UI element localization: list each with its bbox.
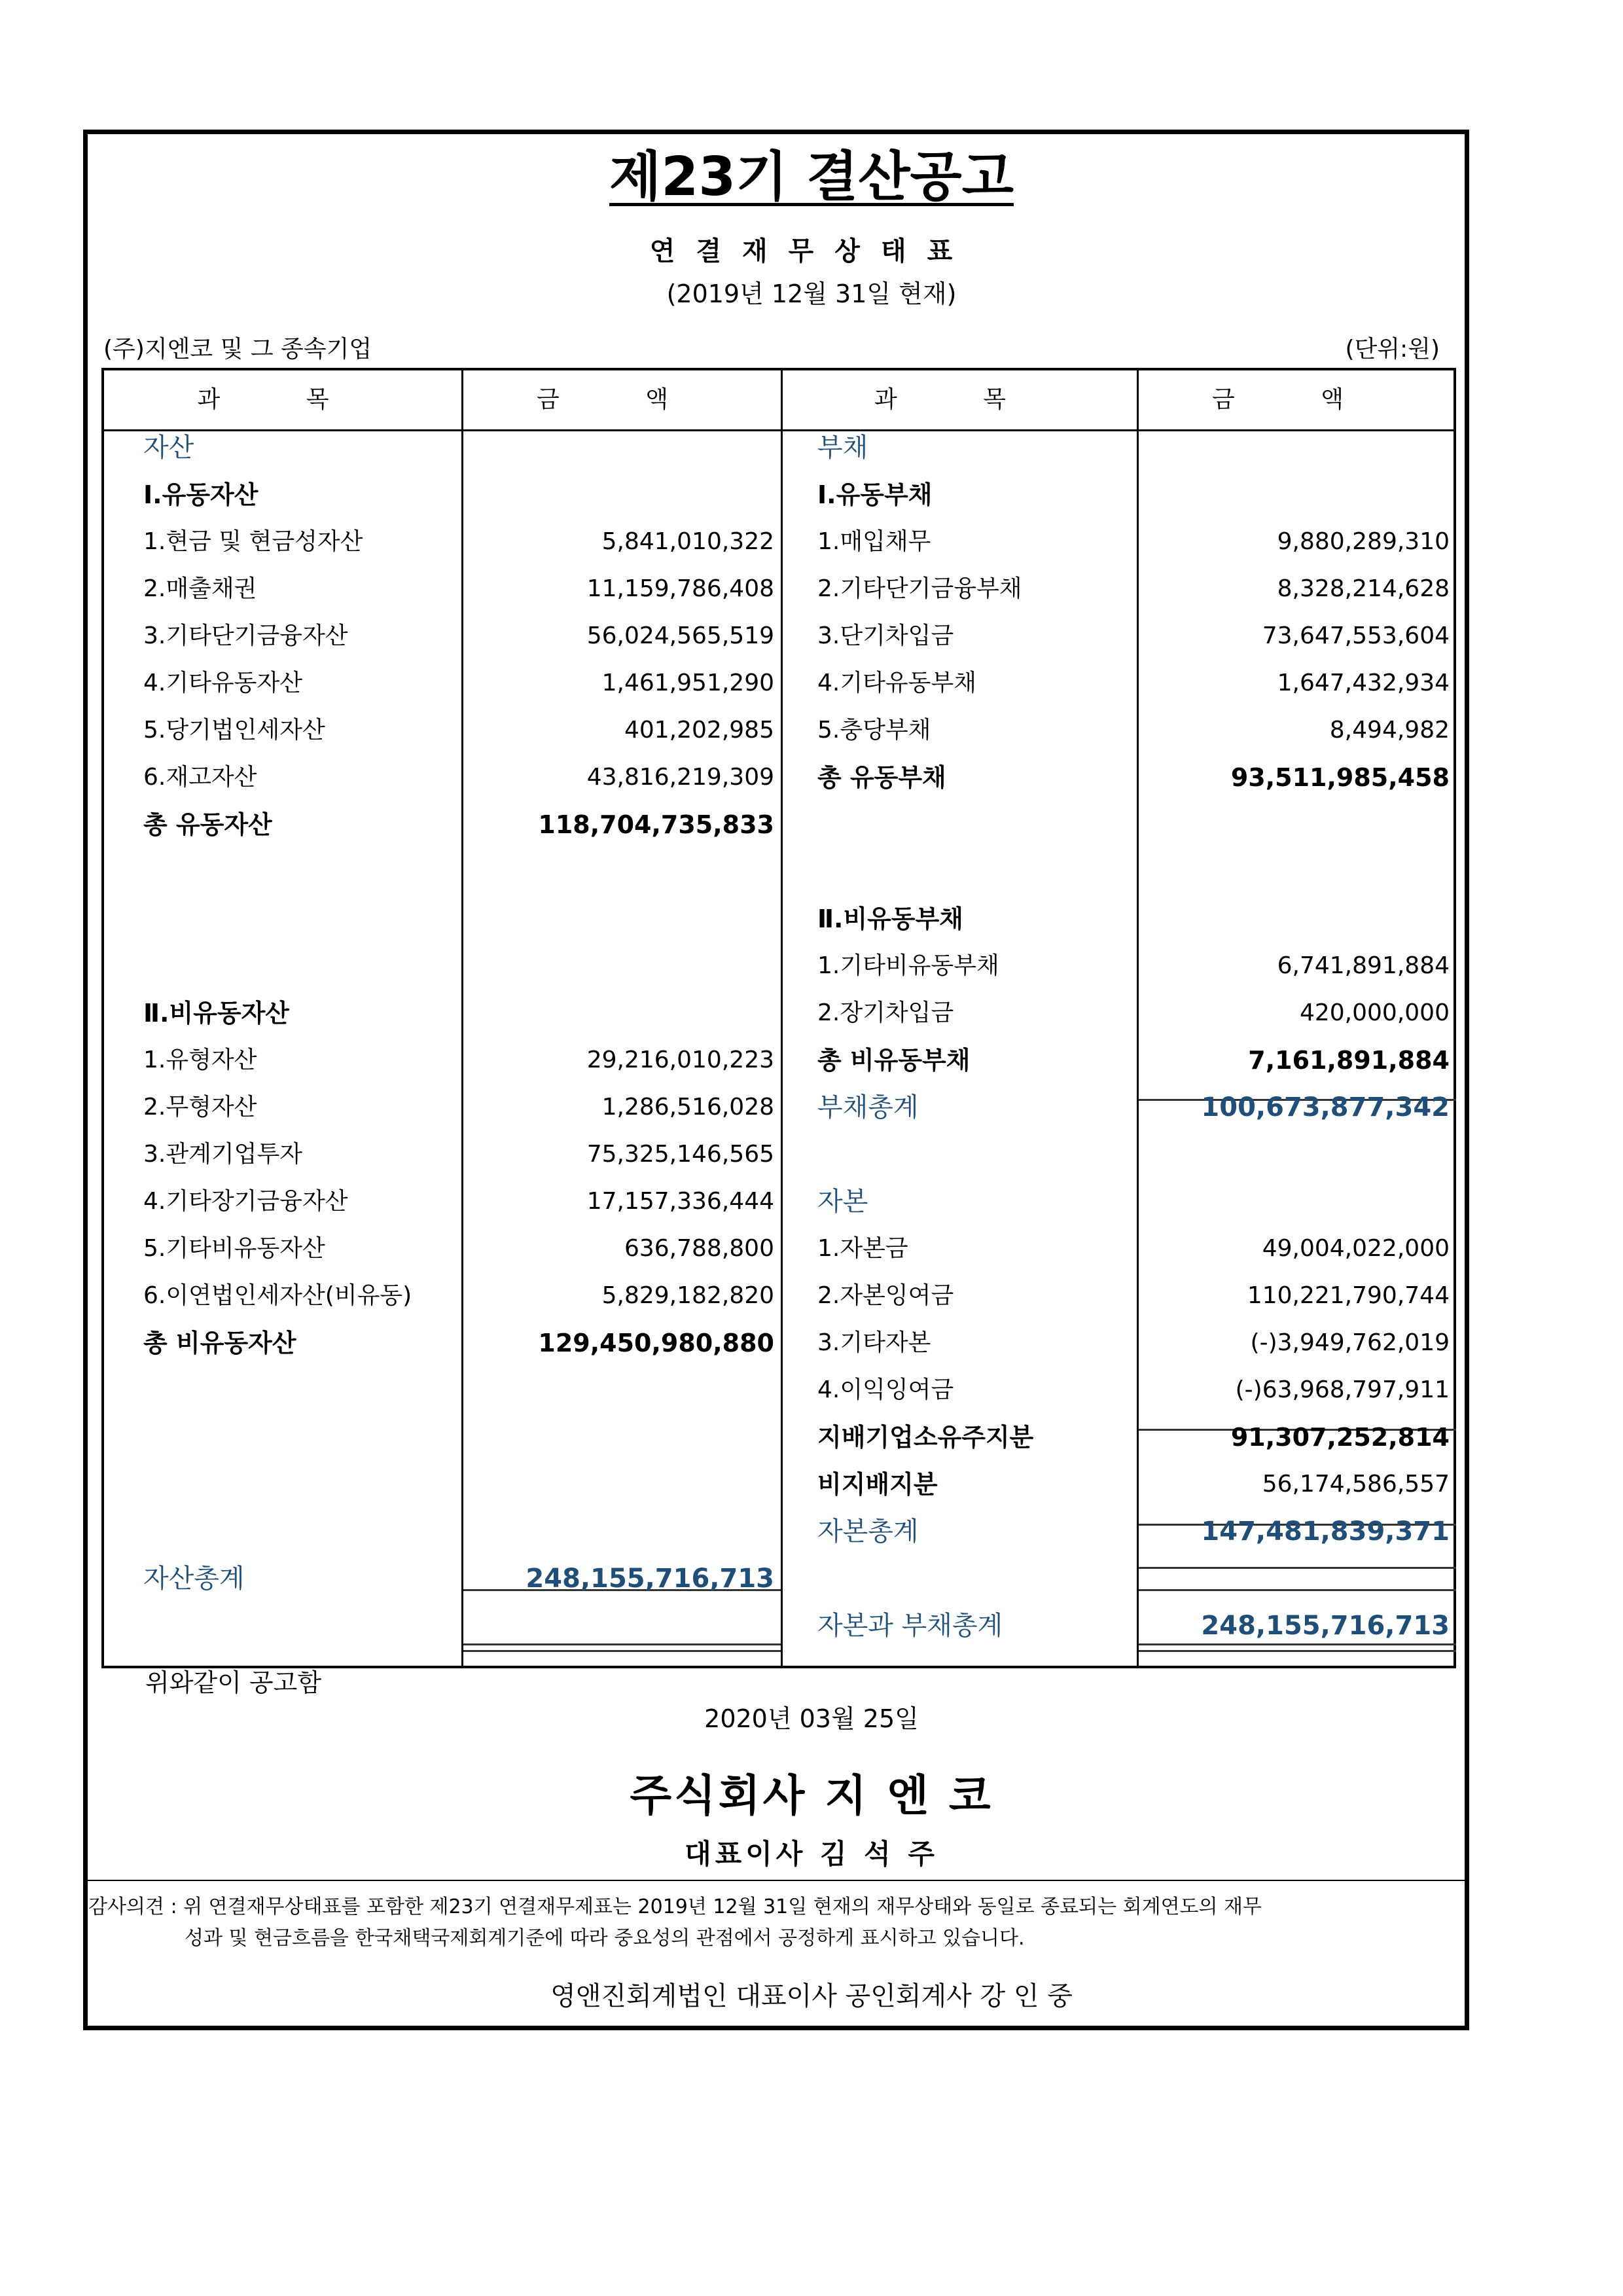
left-row-label: 4.기타유동자산 (143, 670, 303, 696)
left-row-label: 3.기타단기금융자산 (143, 622, 348, 649)
statement-title: 연결재무상태표 (649, 236, 974, 266)
right-row-amount: 6,741,891,884 (1277, 952, 1450, 979)
right-row-label: 부채 (817, 433, 868, 463)
left-row-amount: 1,286,516,028 (601, 1094, 774, 1121)
right-row-label: 총 유동부채 (817, 763, 946, 792)
audit-opinion-line-1: 감사의견 : 위 연결재무상태표를 포함한 제23기 연결재무제표는 2019년 12월 31일 현재의 재무상태와 동일로 종료되는 회계연도의 재무 (88, 1895, 1262, 1918)
left-row-amount: 56,024,565,519 (586, 622, 774, 649)
header-item-right: 과 목 (874, 386, 1045, 413)
right-row-label: Ⅱ.비유동부채 (817, 905, 964, 933)
right-row-label: 부채총계 (817, 1092, 919, 1122)
right-row-amount: 49,004,022,000 (1262, 1235, 1450, 1262)
left-row-label: 자산총계 (143, 1564, 245, 1594)
right-row-label: 자본 (817, 1187, 868, 1217)
left-row-amount: 248,155,716,713 (526, 1564, 774, 1594)
left-row-amount: 29,216,010,223 (586, 1047, 774, 1073)
company-name: (주)지엔코 및 그 종속기업 (103, 336, 372, 363)
left-row-amount: 5,829,182,820 (601, 1282, 774, 1309)
left-row-amount: 43,816,219,309 (586, 764, 774, 791)
header-item-left: 과 목 (197, 386, 368, 413)
left-row-amount: 11,159,786,408 (586, 575, 774, 602)
right-row-label: 총 비유동부채 (817, 1046, 971, 1075)
left-row-label: 5.당기법인세자산 (143, 717, 325, 744)
right-row-label: 2.장기차입금 (817, 999, 954, 1026)
right-row-amount: 73,647,553,604 (1262, 622, 1450, 649)
right-row-amount: 91,307,252,814 (1230, 1423, 1450, 1452)
left-row-amount: 118,704,735,833 (538, 810, 774, 839)
right-row-label: 1.기타비유동부채 (817, 952, 999, 979)
double-rule (463, 1643, 781, 1645)
right-row-amount: 248,155,716,713 (1201, 1611, 1450, 1641)
right-row-label: Ⅰ.유동부채 (817, 480, 933, 509)
left-row-amount: 1,461,951,290 (601, 670, 774, 696)
right-row-label: 3.단기차입금 (817, 622, 954, 649)
left-row-amount: 129,450,980,880 (538, 1329, 774, 1357)
left-row-label: 1.유형자산 (143, 1047, 257, 1073)
left-row-label: 총 비유동자산 (143, 1329, 296, 1357)
left-row-label: 총 유동자산 (143, 810, 272, 839)
left-row-label: 3.관계기업투자 (143, 1141, 303, 1168)
as-of-date: (2019년 12월 31일 현재) (666, 279, 957, 308)
left-row-label: 4.기타장기금융자산 (143, 1188, 348, 1215)
left-row-label: 자산 (143, 433, 194, 463)
right-row-amount: (-)3,949,762,019 (1250, 1329, 1450, 1356)
left-row-label: Ⅰ.유동자산 (143, 480, 259, 509)
right-row-amount: 9,880,289,310 (1277, 528, 1450, 555)
left-row-amount: 5,841,010,322 (601, 528, 774, 555)
left-row-label: Ⅱ.비유동자산 (143, 999, 290, 1028)
right-row-label: 자본과 부채총계 (817, 1611, 1003, 1641)
left-row-label: 1.현금 및 현금성자산 (143, 528, 363, 555)
header-amount-right: 금 액 (1212, 386, 1383, 413)
right-row-label: 1.매입채무 (817, 528, 931, 555)
right-row-amount: 56,174,586,557 (1262, 1471, 1450, 1498)
right-row-label: 자본총계 (817, 1516, 919, 1547)
header-divider (104, 429, 1454, 431)
unit-label: (단위:원) (1345, 336, 1440, 363)
total-rule (1139, 1567, 1456, 1569)
right-row-label: 3.기타자본 (817, 1329, 931, 1356)
right-row-label: 지배기업소유주지분 (817, 1423, 1034, 1452)
left-row-amount: 75,325,146,565 (586, 1141, 774, 1168)
balance-sheet-table (101, 368, 1456, 1668)
right-row-amount: 1,647,432,934 (1277, 670, 1450, 696)
left-row-amount: 636,788,800 (624, 1235, 774, 1262)
left-row-label: 2.무형자산 (143, 1094, 257, 1121)
double-rule (463, 1650, 781, 1652)
right-row-label: 4.이익잉여금 (817, 1376, 954, 1403)
right-row-amount: 93,511,985,458 (1230, 763, 1450, 792)
corporation-name: 주식회사 지 엔 코 (630, 1770, 993, 1821)
right-row-amount: 8,494,982 (1329, 717, 1450, 744)
left-row-amount: 17,157,336,444 (586, 1188, 774, 1215)
right-row-amount: 147,481,839,371 (1201, 1516, 1450, 1547)
column-divider (781, 370, 783, 1666)
right-row-amount: (-)63,968,797,911 (1235, 1376, 1450, 1403)
left-row-label: 2.매출채권 (143, 575, 257, 602)
right-row-label: 5.충당부채 (817, 717, 931, 744)
right-row-amount: 8,328,214,628 (1277, 575, 1450, 602)
notice-date: 2020년 03월 25일 (704, 1704, 919, 1733)
right-row-amount: 420,000,000 (1299, 999, 1450, 1026)
left-row-label: 6.재고자산 (143, 764, 257, 791)
right-row-label: 2.기타단기금융부채 (817, 575, 1022, 602)
auditor-signature: 영앤진회계법인 대표이사 공인회계사 강 인 중 (550, 1981, 1073, 2011)
divider (88, 1880, 1465, 1881)
notice-text: 위와같이 공고함 (145, 1668, 322, 1697)
right-row-amount: 7,161,891,884 (1248, 1046, 1450, 1075)
right-row-label: 비지배지분 (817, 1470, 938, 1499)
right-row-label: 4.기타유동부채 (817, 670, 977, 696)
left-row-amount: 401,202,985 (624, 717, 774, 744)
right-row-label: 2.자본잉여금 (817, 1282, 954, 1309)
double-rule (1139, 1650, 1456, 1652)
header-amount-left: 금 액 (537, 386, 707, 413)
audit-opinion-line-2: 성과 및 현금흐름을 한국채택국제회계기준에 따라 중요성의 관점에서 공정하게 표시하고 있습니다. (185, 1927, 1025, 1950)
right-row-amount: 110,221,790,744 (1247, 1282, 1450, 1309)
left-row-label: 5.기타비유동자산 (143, 1235, 325, 1262)
total-rule (1139, 1589, 1456, 1591)
left-row-label: 6.이연법인세자산(비유동) (143, 1282, 412, 1309)
page-title: 제23기 결산공고 (609, 146, 1014, 208)
ceo-name: 대표이사 김 석 주 (685, 1838, 938, 1870)
right-row-amount: 100,673,877,342 (1201, 1092, 1450, 1122)
right-row-label: 1.자본금 (817, 1235, 908, 1262)
